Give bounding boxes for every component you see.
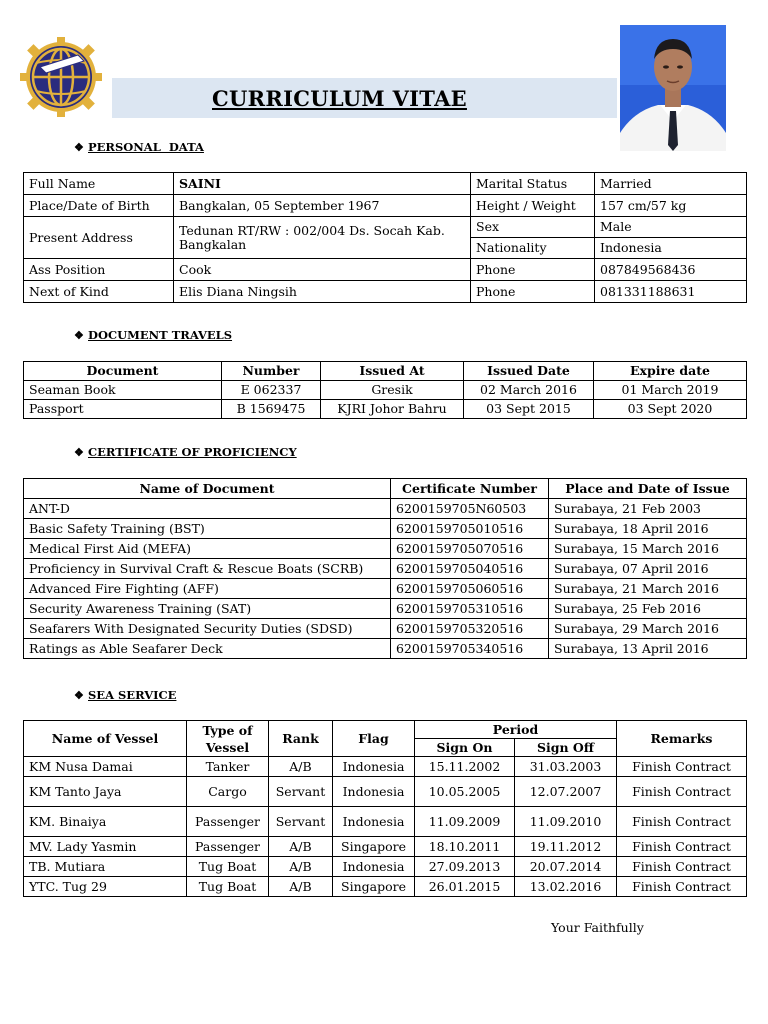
table-cell: Surabaya, 21 Feb 2003 <box>549 499 747 519</box>
table-cell: 18.10.2011 <box>415 837 515 857</box>
full-name-label: Full Name <box>24 173 174 195</box>
closing-text: Your Faithfully <box>551 920 644 935</box>
table-cell: Indonesia <box>333 807 415 837</box>
column-header: Place and Date of Issue <box>549 479 747 499</box>
column-header: Period <box>415 721 617 739</box>
birth-value: Bangkalan, 05 September 1967 <box>174 195 471 217</box>
table-cell: Medical First Aid (MEFA) <box>24 539 391 559</box>
table-cell: 20.07.2014 <box>515 857 617 877</box>
table-cell: Tug Boat <box>187 857 269 877</box>
column-header: Name of Vessel <box>24 721 187 757</box>
table-row <box>24 599 747 619</box>
table-cell: A/B <box>269 877 333 897</box>
table-row <box>24 857 747 877</box>
table-cell: 02 March 2016 <box>464 381 594 400</box>
table-cell: Cargo <box>187 777 269 807</box>
table-cell: Finish Contract <box>617 757 747 777</box>
table-row <box>24 777 747 807</box>
phone-label: Phone <box>471 259 595 281</box>
table-row <box>24 217 747 238</box>
table-row <box>24 539 747 559</box>
column-header: Rank <box>269 721 333 757</box>
position-value: Cook <box>174 259 471 281</box>
table-cell: A/B <box>269 857 333 877</box>
section-heading-sea-service: ❖ SEA SERVICE <box>74 688 177 702</box>
column-header: Remarks <box>617 721 747 757</box>
profile-photo <box>620 25 726 151</box>
document-travels-table <box>23 361 747 419</box>
table-cell: Security Awareness Training (SAT) <box>24 599 391 619</box>
table-header-row <box>24 721 747 739</box>
table-cell: 01 March 2019 <box>594 381 747 400</box>
section-heading-documents: ❖ DOCUMENT TRAVELS <box>74 328 233 342</box>
table-cell: A/B <box>269 837 333 857</box>
table-cell: Surabaya, 13 April 2016 <box>549 639 747 659</box>
table-cell: 03 Sept 2015 <box>464 400 594 419</box>
table-cell: 6200159705070516 <box>391 539 549 559</box>
table-cell: Surabaya, 21 March 2016 <box>549 579 747 599</box>
table-cell: 6200159705010516 <box>391 519 549 539</box>
table-cell: Tug Boat <box>187 877 269 897</box>
table-cell: Finish Contract <box>617 807 747 837</box>
table-cell: KM. Binaiya <box>24 807 187 837</box>
nationality-label: Nationality <box>471 238 595 259</box>
table-cell: Indonesia <box>333 757 415 777</box>
table-cell: YTC. Tug 29 <box>24 877 187 897</box>
page-title: CURRICULUM VITAE <box>212 86 467 111</box>
table-cell: 6200159705320516 <box>391 619 549 639</box>
personal-data-table <box>23 172 747 303</box>
address-label: Present Address <box>24 217 174 259</box>
column-header: Sign On <box>415 739 515 757</box>
table-cell: 11.09.2009 <box>415 807 515 837</box>
organization-logo-icon <box>20 37 102 117</box>
table-cell: Servant <box>269 807 333 837</box>
column-header: Number <box>222 362 321 381</box>
column-header: Issued Date <box>464 362 594 381</box>
table-cell: 6200159705060516 <box>391 579 549 599</box>
table-row <box>24 837 747 857</box>
table-row <box>24 877 747 897</box>
table-cell: 26.01.2015 <box>415 877 515 897</box>
table-cell: 19.11.2012 <box>515 837 617 857</box>
table-row <box>24 579 747 599</box>
table-cell: Indonesia <box>333 857 415 877</box>
sea-service-table <box>23 720 747 897</box>
table-row <box>24 195 747 217</box>
table-cell: Surabaya, 07 April 2016 <box>549 559 747 579</box>
table-cell: KM Nusa Damai <box>24 757 187 777</box>
table-cell: Seaman Book <box>24 381 222 400</box>
section-heading-certificates: ❖ CERTIFICATE OF PROFICIENCY <box>74 445 297 459</box>
table-row <box>24 173 747 195</box>
next-of-kin-label: Next of Kind <box>24 281 174 303</box>
column-header: Name of Document <box>24 479 391 499</box>
table-cell: 12.07.2007 <box>515 777 617 807</box>
position-label: Ass Position <box>24 259 174 281</box>
table-row <box>24 259 747 281</box>
height-weight-value: 157 cm/57 kg <box>595 195 747 217</box>
table-cell: B 1569475 <box>222 400 321 419</box>
table-cell: Finish Contract <box>617 777 747 807</box>
sex-label: Sex <box>471 217 595 238</box>
table-cell: Singapore <box>333 837 415 857</box>
table-header-row <box>24 362 747 381</box>
height-weight-label: Height / Weight <box>471 195 595 217</box>
table-cell: MV. Lady Yasmin <box>24 837 187 857</box>
table-cell: 15.11.2002 <box>415 757 515 777</box>
table-cell: 6200159705310516 <box>391 599 549 619</box>
table-header-row <box>24 479 747 499</box>
table-row <box>24 281 747 303</box>
table-row <box>24 757 747 777</box>
table-cell: 13.02.2016 <box>515 877 617 897</box>
table-cell: Surabaya, 25 Feb 2016 <box>549 599 747 619</box>
table-cell: Surabaya, 18 April 2016 <box>549 519 747 539</box>
marital-status-value: Married <box>595 173 747 195</box>
table-cell: Surabaya, 15 March 2016 <box>549 539 747 559</box>
table-cell: 31.03.2003 <box>515 757 617 777</box>
table-row <box>24 519 747 539</box>
column-header: Certificate Number <box>391 479 549 499</box>
table-cell: TB. Mutiara <box>24 857 187 877</box>
table-cell: 6200159705N60503 <box>391 499 549 519</box>
table-row <box>24 807 747 837</box>
table-cell: Singapore <box>333 877 415 897</box>
table-cell: Tanker <box>187 757 269 777</box>
table-cell: E 062337 <box>222 381 321 400</box>
kin-phone-label: Phone <box>471 281 595 303</box>
table-cell: Ratings as Able Seafarer Deck <box>24 639 391 659</box>
certificate-table <box>23 478 747 659</box>
table-cell: Proficiency in Survival Craft & Rescue Boats (SCRB) <box>24 559 391 579</box>
table-cell: 03 Sept 2020 <box>594 400 747 419</box>
table-row <box>24 639 747 659</box>
table-row <box>24 381 747 400</box>
table-cell: Seafarers With Designated Security Duties (SDSD) <box>24 619 391 639</box>
bullet-icon: ❖ <box>74 141 84 154</box>
table-row <box>24 559 747 579</box>
table-cell: 27.09.2013 <box>415 857 515 877</box>
address-value: Tedunan RT/RW : 002/004 Ds. Socah Kab. Bangkalan <box>174 217 471 259</box>
table-cell: Surabaya, 29 March 2016 <box>549 619 747 639</box>
column-header: Document <box>24 362 222 381</box>
table-cell: Finish Contract <box>617 877 747 897</box>
column-header: Issued At <box>321 362 464 381</box>
full-name-value: SAINI <box>174 173 471 195</box>
bullet-icon: ❖ <box>74 689 84 702</box>
table-cell: Passenger <box>187 837 269 857</box>
column-header: Expire date <box>594 362 747 381</box>
table-row <box>24 499 747 519</box>
table-cell: Gresik <box>321 381 464 400</box>
column-header: Type of Vessel <box>187 721 269 757</box>
table-cell: 10.05.2005 <box>415 777 515 807</box>
table-cell: Advanced Fire Fighting (AFF) <box>24 579 391 599</box>
table-cell: KM Tanto Jaya <box>24 777 187 807</box>
table-cell: KJRI Johor Bahru <box>321 400 464 419</box>
table-row <box>24 619 747 639</box>
table-cell: Passport <box>24 400 222 419</box>
marital-status-label: Marital Status <box>471 173 595 195</box>
table-cell: Finish Contract <box>617 837 747 857</box>
table-cell: Passenger <box>187 807 269 837</box>
table-cell: Indonesia <box>333 777 415 807</box>
bullet-icon: ❖ <box>74 329 84 342</box>
phone-value: 087849568436 <box>595 259 747 281</box>
section-heading-personal: ❖ PERSONAL DATA <box>74 140 204 154</box>
birth-label: Place/Date of Birth <box>24 195 174 217</box>
next-of-kin-value: Elis Diana Ningsih <box>174 281 471 303</box>
table-cell: 6200159705340516 <box>391 639 549 659</box>
sex-value: Male <box>595 217 747 238</box>
table-cell: Basic Safety Training (BST) <box>24 519 391 539</box>
kin-phone-value: 081331188631 <box>595 281 747 303</box>
table-cell: Finish Contract <box>617 857 747 877</box>
column-header: Sign Off <box>515 739 617 757</box>
nationality-value: Indonesia <box>595 238 747 259</box>
table-cell: Servant <box>269 777 333 807</box>
table-cell: ANT-D <box>24 499 391 519</box>
table-cell: 6200159705040516 <box>391 559 549 579</box>
table-cell: 11.09.2010 <box>515 807 617 837</box>
table-row <box>24 400 747 419</box>
column-header: Flag <box>333 721 415 757</box>
bullet-icon: ❖ <box>74 446 84 459</box>
table-cell: A/B <box>269 757 333 777</box>
